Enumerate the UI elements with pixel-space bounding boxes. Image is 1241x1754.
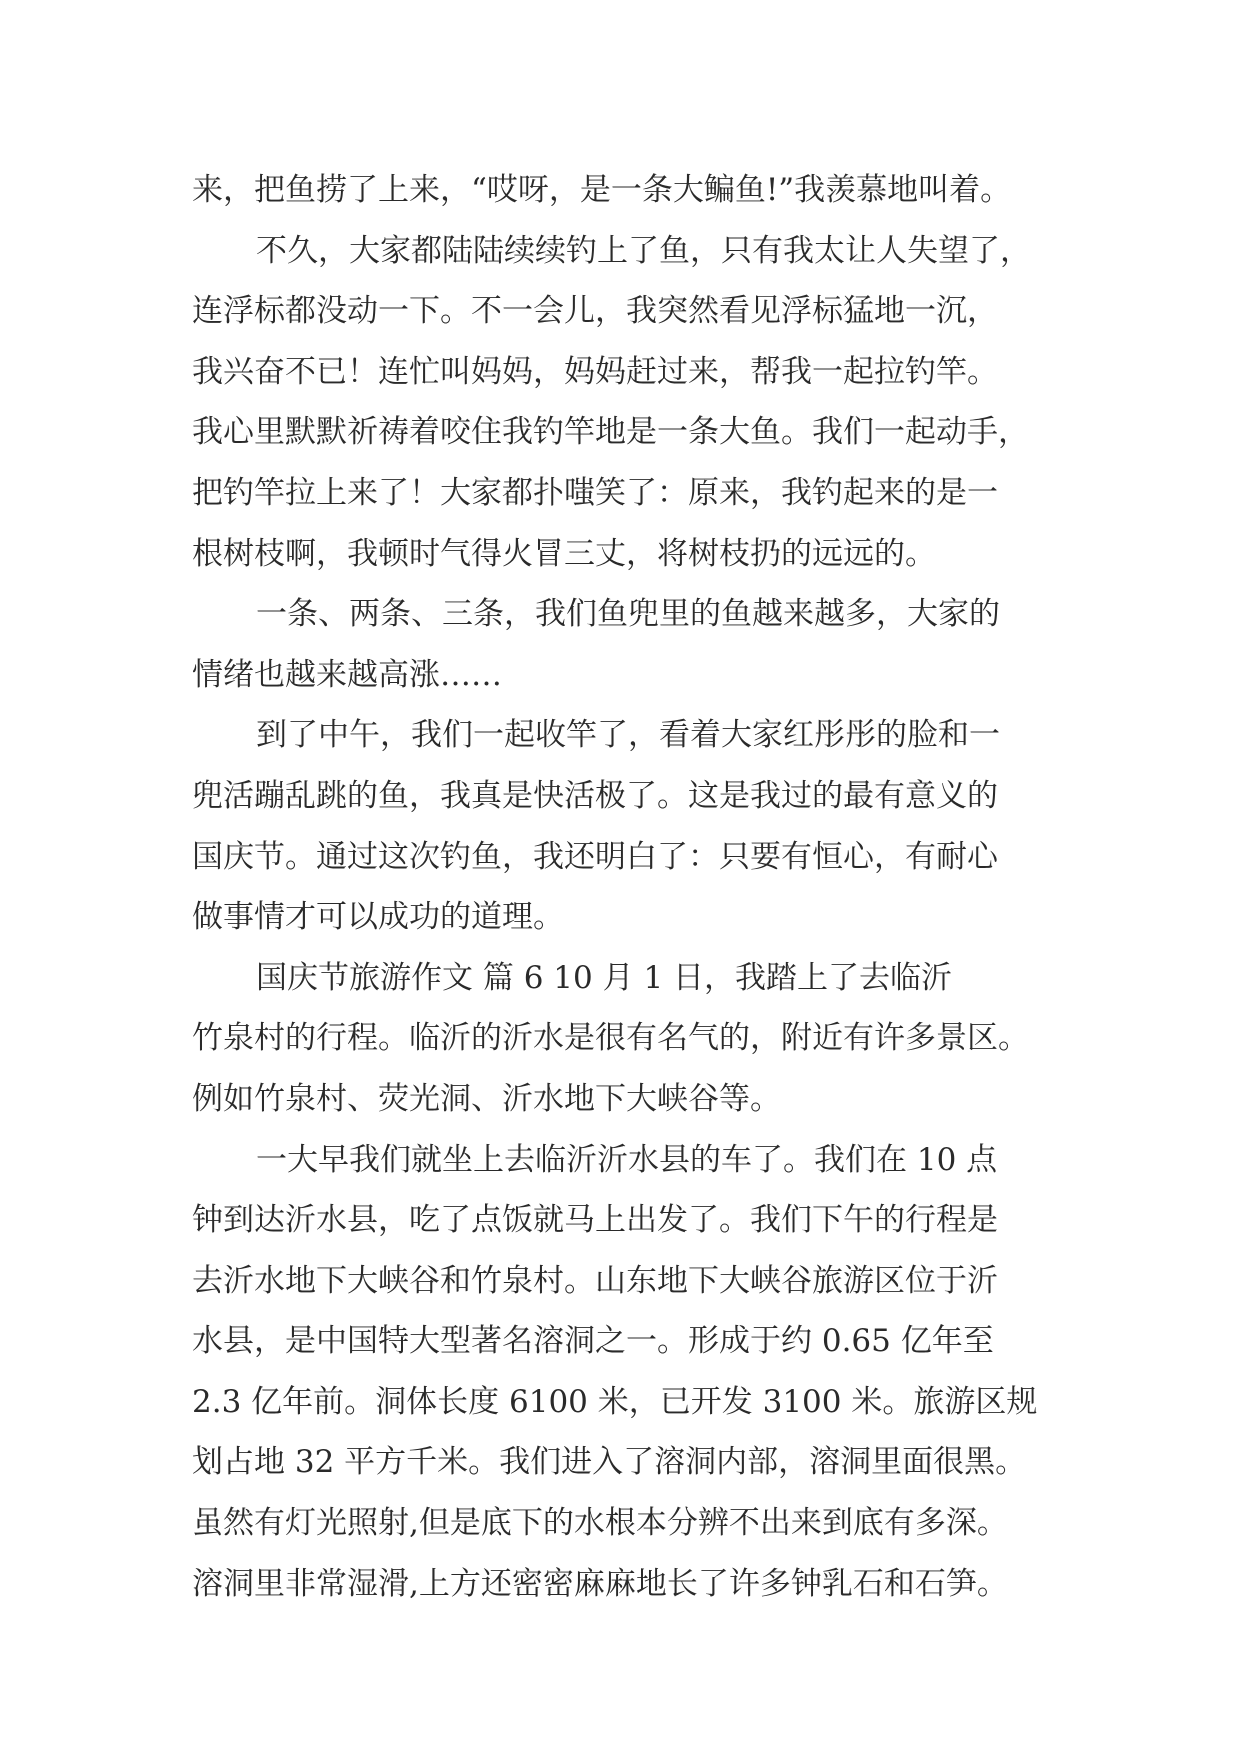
text-line: 情绪也越来越高涨…… xyxy=(192,656,502,693)
text-line: 2.3 亿年前。洞体长度 6100 米，已开发 3100 米。旅游区规 xyxy=(192,1383,1038,1420)
text-line: 虽然有灯光照射,但是底下的水根本分辨不出来到底有多深。 xyxy=(192,1505,1008,1542)
section-heading-line: 国庆节旅游作文 篇 6 10 月 1 日，我踏上了去临沂 xyxy=(256,959,953,996)
text-line: 溶洞里非常湿滑,上方还密密麻麻地长了许多钟乳石和石笋。 xyxy=(192,1565,1008,1602)
text-line: 一条、两条、三条，我们鱼兜里的鱼越来越多，大家的 xyxy=(256,596,1000,633)
text-line: 一大早我们就坐上去临沂沂水县的车了。我们在 10 点 xyxy=(256,1141,998,1178)
text-line: 根树枝啊，我顿时气得火冒三丈，将树枝扔的远远的。 xyxy=(192,535,936,572)
text-line: 兜活蹦乱跳的鱼，我真是快活极了。这是我过的最有意义的 xyxy=(192,777,998,814)
text-line: 不久，大家都陆陆续续钓上了鱼，只有我太让人失望了， xyxy=(256,232,1031,269)
text-line: 来，把鱼捞了上来，“哎呀，是一条大鳊鱼!”我羡慕地叫着。 xyxy=(192,172,1012,208)
text-line: 做事情才可以成功的道理。 xyxy=(192,899,564,936)
text-line: 划占地 32 平方千米。我们进入了溶洞内部，溶洞里面很黑。 xyxy=(192,1444,1027,1481)
text-line: 把钓竿拉上来了！大家都扑嗤笑了：原来，我钓起来的是一 xyxy=(192,474,998,511)
text-line: 去沂水地下大峡谷和竹泉村。山东地下大峡谷旅游区位于沂 xyxy=(192,1262,998,1299)
text-line: 我心里默默祈祷着咬住我钓竿地是一条大鱼。我们一起动手， xyxy=(192,414,1029,451)
text-line: 钟到达沂水县，吃了点饭就马上出发了。我们下午的行程是 xyxy=(192,1202,998,1239)
document-body xyxy=(192,160,1062,1614)
text-line: 水县，是中国特大型著名溶洞之一。形成于约 0.65 亿年至 xyxy=(192,1323,994,1360)
text-line: 国庆节。通过这次钓鱼，我还明白了：只要有恒心，有耐心 xyxy=(192,838,998,875)
text-line: 例如竹泉村、荧光洞、沂水地下大峡谷等。 xyxy=(192,1080,781,1117)
text-line: 我兴奋不已！连忙叫妈妈，妈妈赶过来，帮我一起拉钓竿。 xyxy=(192,353,998,390)
text-line: 到了中午，我们一起收竿了，看着大家红彤彤的脸和一 xyxy=(256,717,1000,754)
text-line: 竹泉村的行程。临沂的沂水是很有名气的，附近有许多景区。 xyxy=(192,1020,1029,1057)
text-line: 连浮标都没动一下。不一会儿，我突然看见浮标猛地一沉， xyxy=(192,293,998,330)
